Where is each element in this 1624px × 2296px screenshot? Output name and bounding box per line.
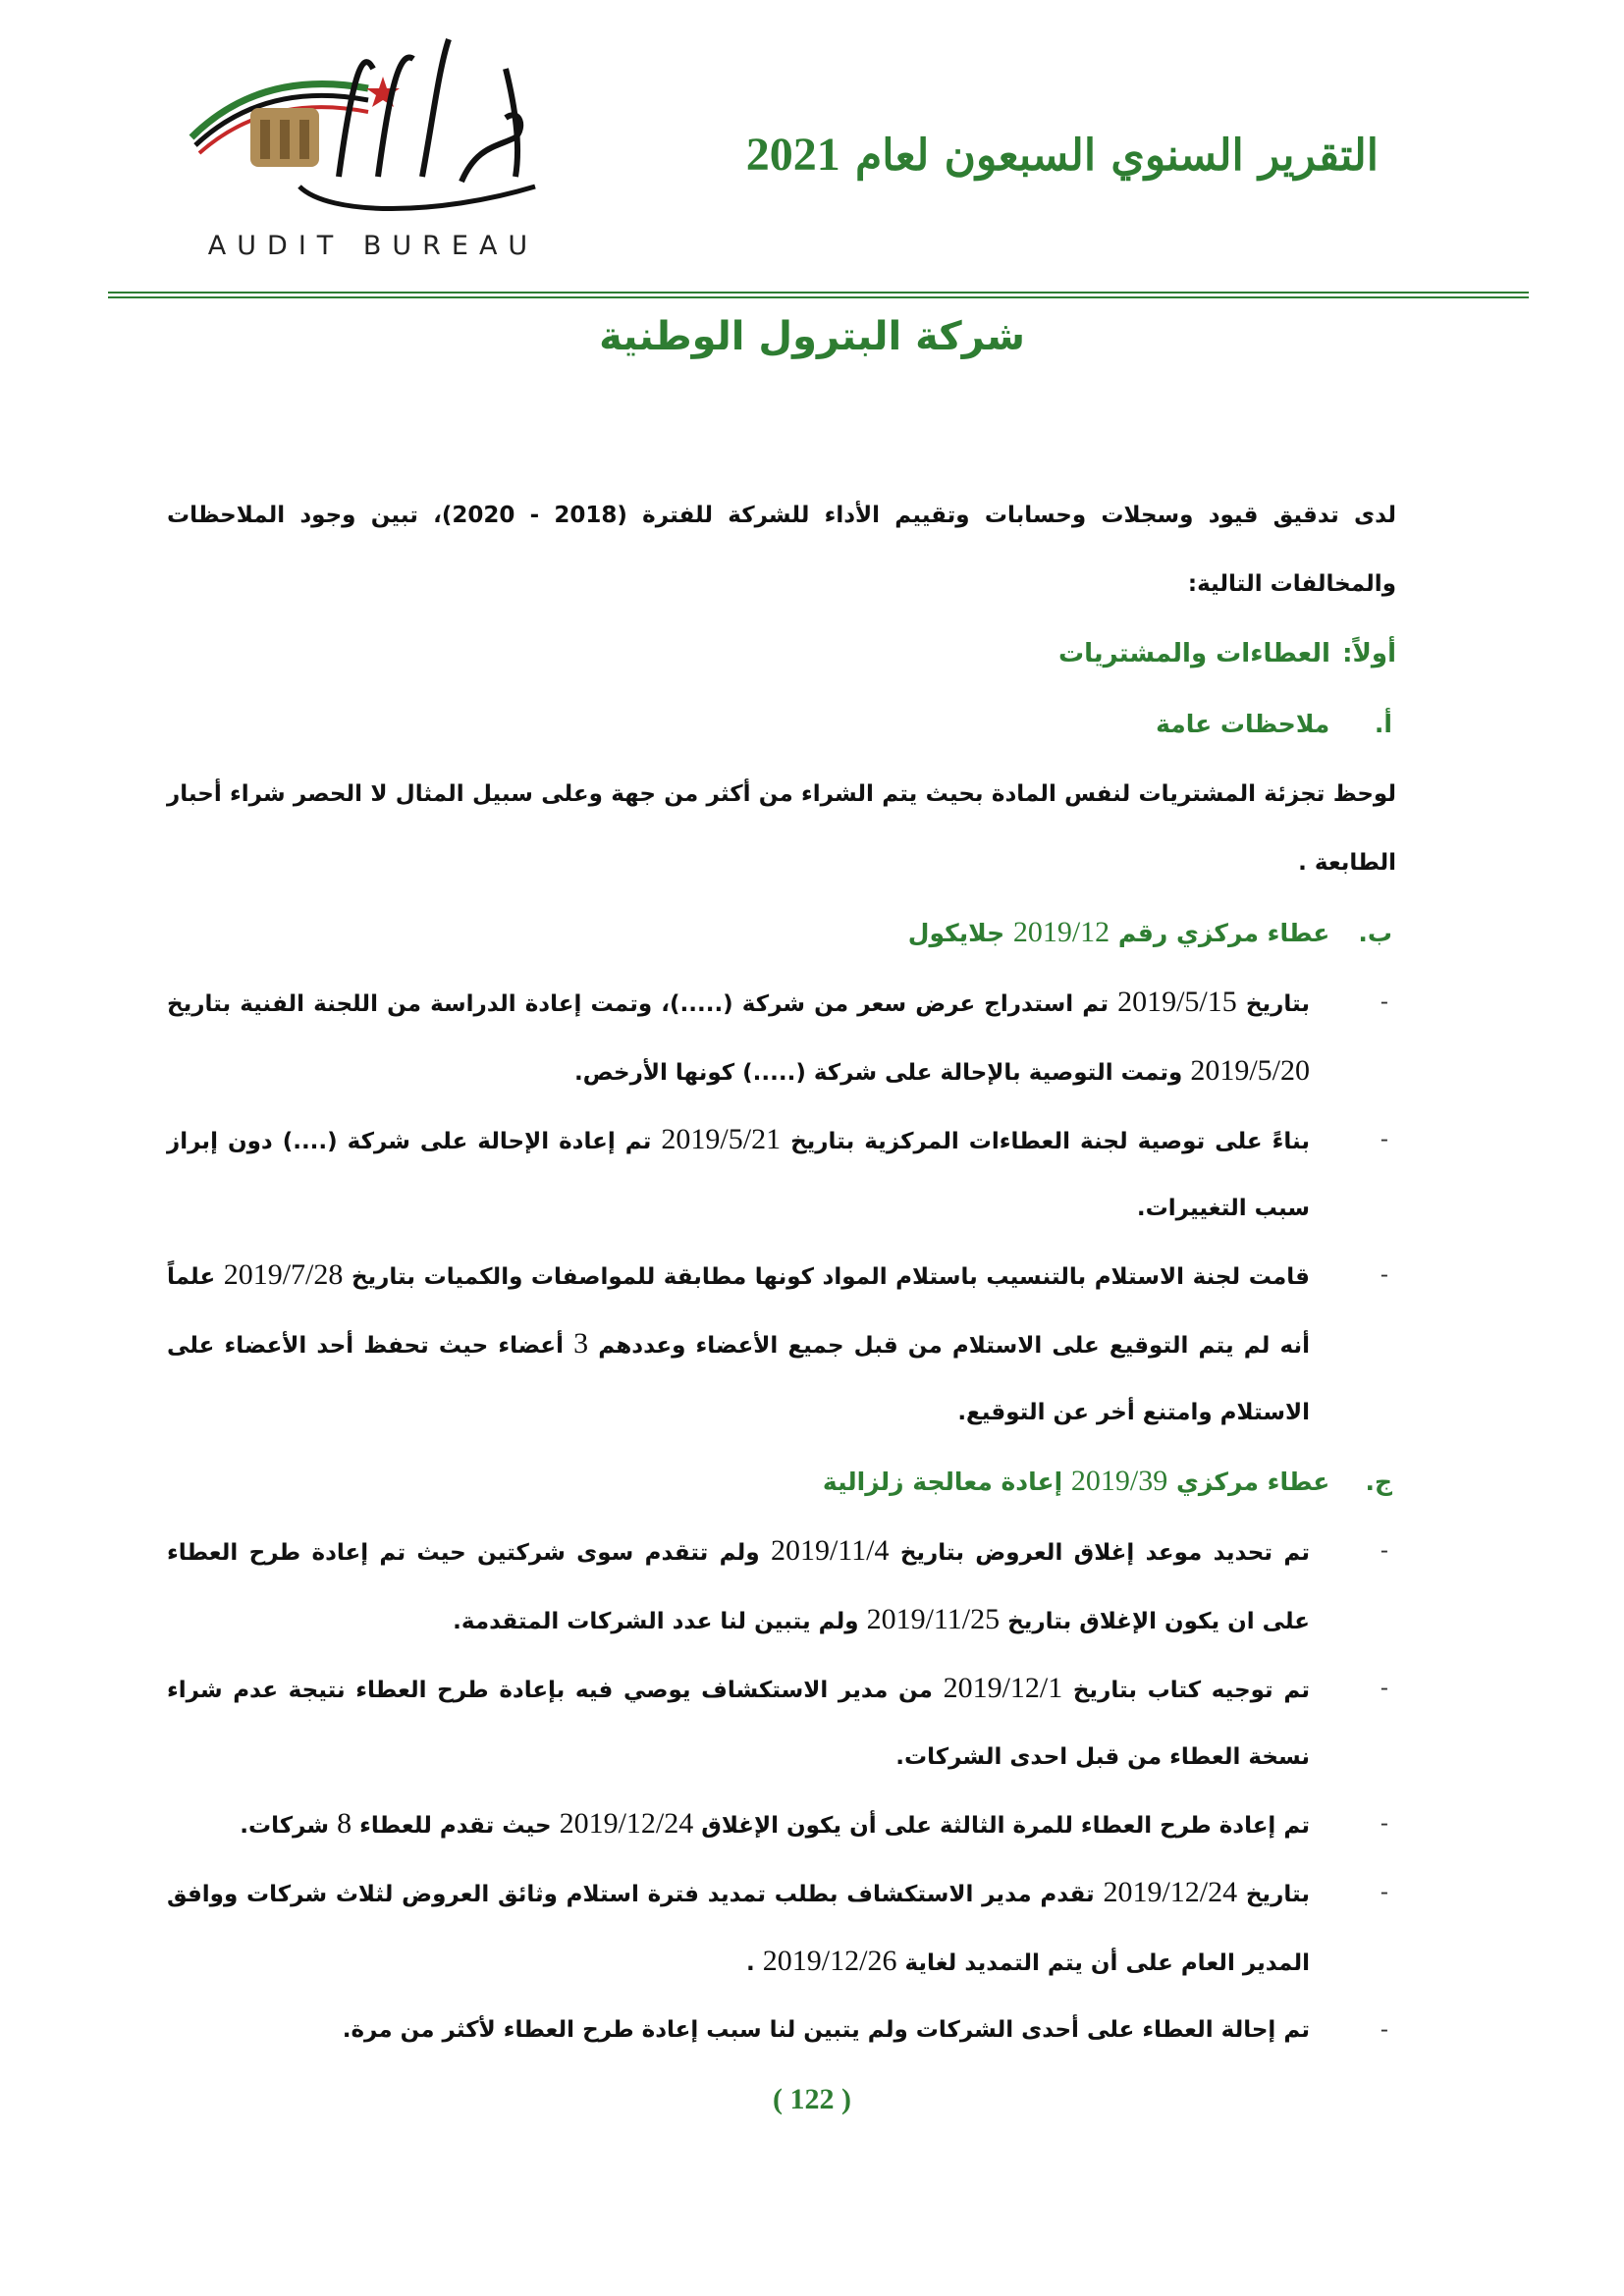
list-item: - بتاريخ 2019/12/24 تقدم مدير الاستكشاف بطلب تمديد فترة استلام وثائق العروض لثلاث شركات ووافق المدير العام على أن يتم التمديد لغاية 2019/12/26 . <box>167 1876 1388 1977</box>
report-title <box>672 128 1379 182</box>
list-item: - تم إحالة العطاء على أحدى الشركات ولم يتبين لنا سبب إعادة طرح العطاء لأكثر من مرة. <box>342 2017 1388 2043</box>
subheading-title: ملاحظات عامة <box>1156 710 1330 738</box>
logo-subtitle: AUDIT BUREAU <box>207 231 539 261</box>
section-title: العطاءات والمشتريات <box>1057 639 1330 668</box>
header-divider <box>108 292 1529 298</box>
subheading-title-date: 2019/39 <box>1070 1465 1168 1497</box>
list-item: - بتاريخ 2019/5/15 تم استدراج عرض سعر من شركة (.....)، وتمت إعادة الدراسة من اللجنة الفنية بتاريخ 2019/5/20 وتمت التوصية بالإحالة على شركة (.....) كونها الأرخص. <box>167 986 1388 1087</box>
page-title: شركة البترول الوطنية <box>599 314 1025 359</box>
subheading-title-post: إعادة معالجة زلزالية <box>822 1468 1063 1496</box>
list-item: - تم توجيه كتاب بتاريخ 2019/12/1 من مدير الاستكشاف يوصي فيه بإعادة طرح العطاء نتيجة عدم شراء نسخة العطاء من قبل احدى الشركات. <box>167 1672 1388 1770</box>
subheading-title-pre: عطاء مركزي <box>1175 1468 1330 1496</box>
list-item: - تم إعادة طرح العطاء للمرة الثالثة على أن يكون الإغلاق 2019/12/24 حيث تقدم للعطاء 8 شركات. <box>240 1807 1388 1840</box>
audit-bureau-logo <box>182 29 565 265</box>
document-body <box>167 481 1396 2063</box>
subheading-number: ج. <box>1365 1468 1392 1496</box>
general-notes-paragraph: لوحظ تجزئة المشتريات لنفس المادة بحيث يتم الشراء من أكثر من جهة وعلى سبيل المثال لا الحصر شراء أحبار الطابعة . <box>167 781 1396 876</box>
section-heading-1 <box>167 618 1396 689</box>
subheading-title-date: 2019/12 <box>1012 916 1110 948</box>
subheading-title-post: جلايكول <box>907 919 1005 947</box>
subheading-a <box>167 689 1396 760</box>
subheading-number: ب. <box>1358 919 1392 947</box>
report-year: 2021 <box>745 129 840 181</box>
subheading-number: أ. <box>1374 710 1392 738</box>
list-item: - بناءً على توصية لجنة العطاءات المركزية بتاريخ 2019/5/21 تم إعادة الإحالة على شركة (....) دون إبراز سبب التغييرات. <box>167 1123 1388 1221</box>
page-number: ( 122 ) <box>773 2083 851 2115</box>
intro-paragraph: لدى تدقيق قيود وسجلات وحسابات وتقييم الأداء للشركة للفترة (2018 - 2020)، تبين وجود الملاحظات والمخالفات التالية: <box>167 503 1396 597</box>
subheading-title-pre: عطاء مركزي رقم <box>1117 919 1330 947</box>
logo-emblem-icon <box>182 29 565 236</box>
section-number: أولاً: <box>1342 639 1396 668</box>
report-title-text: التقرير السنوي السبعون لعام <box>855 131 1379 181</box>
subheading-c <box>167 1446 1396 1518</box>
subheading-b <box>167 897 1396 969</box>
list-item: - تم تحديد موعد إغلاق العروض بتاريخ 2019/11/4 ولم تتقدم سوى شركتين حيث تم إعادة طرح العطاء على ان يكون الإغلاق بتاريخ 2019/11/25 ولم يتبين لنا عدد الشركات المتقدمة. <box>167 1534 1388 1635</box>
list-item: - قامت لجنة الاستلام بالتنسيب باستلام المواد كونها مطابقة للمواصفات والكميات بتاريخ 2019/7/28 علماً أنه لم يتم التوقيع على الاستلام من قبل جميع الأعضاء وعددهم 3 أعضاء حيث تحفظ أحد الأعضاء على الاستلام وامتنع أخر عن التوقيع. <box>167 1258 1388 1425</box>
page-header <box>0 0 1624 304</box>
